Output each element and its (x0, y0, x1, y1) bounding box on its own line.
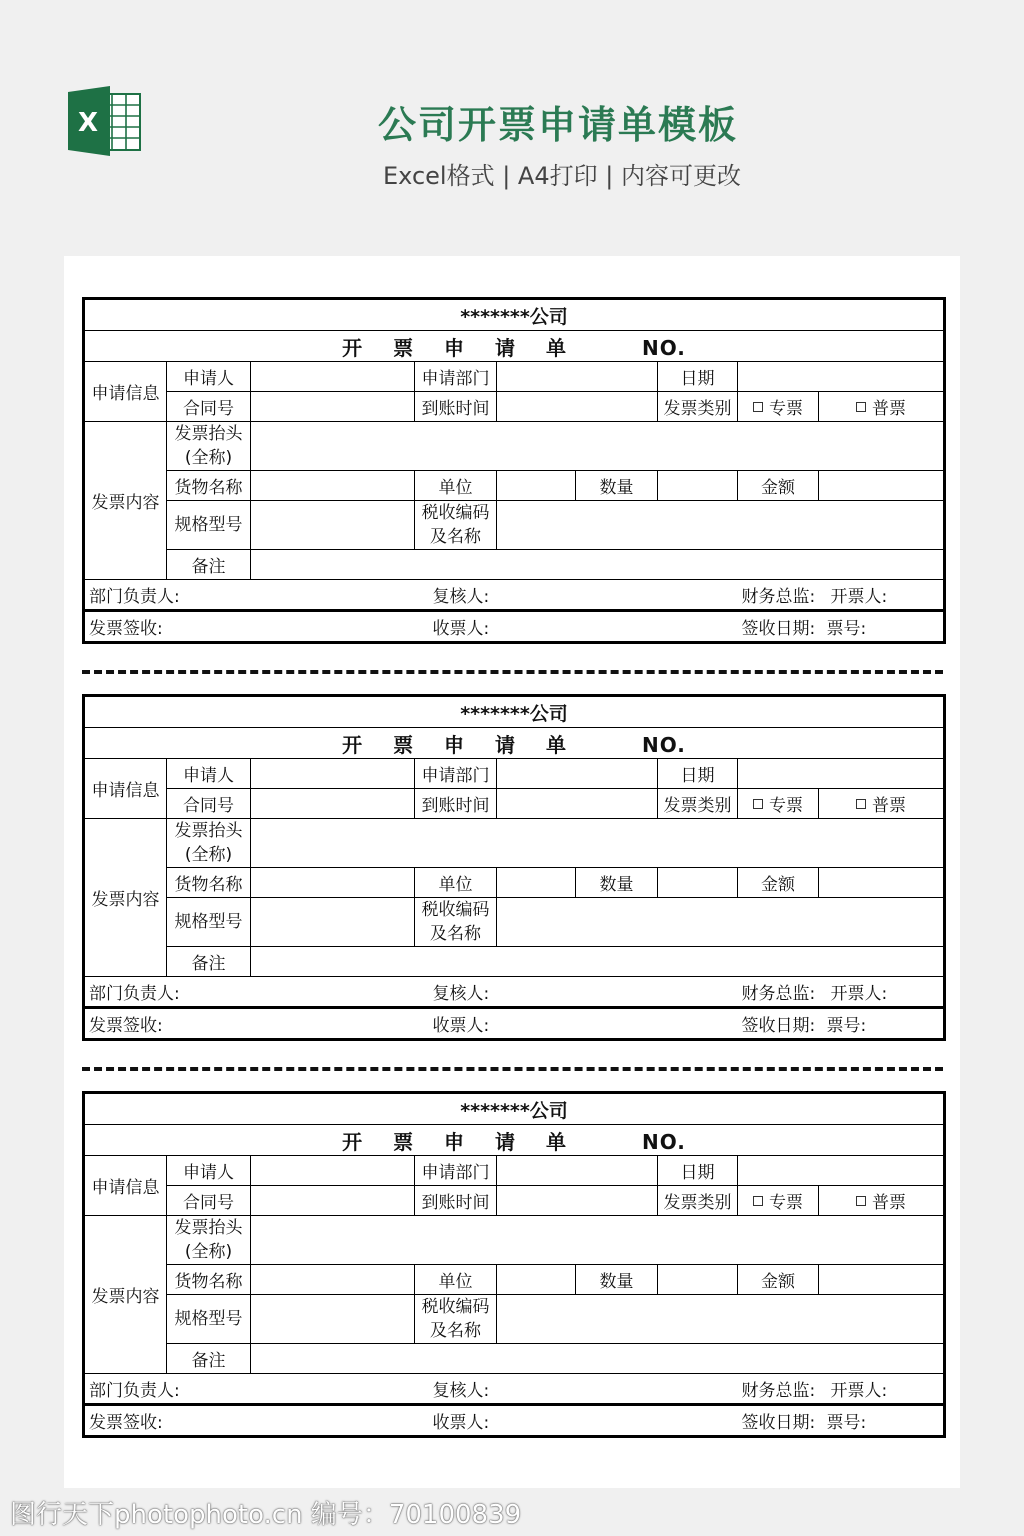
special-invoice-option[interactable] (738, 789, 819, 819)
page-subtitle: Excel格式 | A4打印 | 内容可更改 (383, 162, 741, 190)
tax-code-label (415, 1295, 497, 1344)
quantity-label: 数量 (576, 471, 658, 501)
quantity-field[interactable] (658, 1265, 738, 1295)
invoice-type-label: 发票类别 (658, 392, 738, 422)
unit-field[interactable] (497, 471, 576, 501)
page-header (0, 0, 1024, 230)
invoice-request-form (82, 297, 943, 644)
special-invoice-label: 专票 (769, 796, 803, 816)
invoice-sign-label: 发票签收: (84, 1405, 415, 1437)
form-title-text: 开 票 申 请 单 (342, 1129, 578, 1154)
form-number-label: NO. (641, 732, 686, 757)
date-label: 日期 (658, 759, 738, 789)
invoice-header-label (167, 1216, 251, 1265)
normal-invoice-option[interactable] (819, 392, 945, 422)
spec-model-field[interactable] (251, 501, 415, 550)
section-invoice-content: 发票内容 (84, 819, 167, 977)
apply-dept-field[interactable] (497, 759, 658, 789)
form-number-label: NO. (641, 335, 686, 360)
sign-date-label: 签收日期: (658, 1008, 819, 1040)
receiver-label: 收票人: (415, 1008, 658, 1040)
quantity-field[interactable] (658, 868, 738, 898)
tax-code-label (415, 898, 497, 947)
tax-code-label-line1: 税收编码 (421, 503, 490, 523)
company-name: *******公司 (84, 299, 945, 331)
unit-field[interactable] (497, 1265, 576, 1295)
issuer-label: 开票人: (819, 580, 945, 611)
section-invoice-content: 发票内容 (84, 422, 167, 580)
invoice-header-label-line1: 发票抬头 (174, 1218, 243, 1238)
apply-dept-field[interactable] (497, 1156, 658, 1186)
section-apply-info: 申请信息 (84, 362, 167, 422)
invoice-header-label (167, 819, 251, 868)
form-number-label: NO. (641, 1129, 686, 1154)
watermark: 图行天下photophoto.cn 编号：70100839 (10, 1500, 522, 1530)
arrival-time-field[interactable] (497, 1186, 658, 1216)
applicant-label: 申请人 (167, 759, 251, 789)
form-title (84, 331, 945, 362)
amount-label: 金额 (738, 1265, 819, 1295)
invoice-header-label-line2: (全称) (184, 845, 233, 865)
special-invoice-option[interactable] (738, 392, 819, 422)
date-label: 日期 (658, 362, 738, 392)
amount-field[interactable] (819, 868, 945, 898)
contract-no-label: 合同号 (167, 392, 251, 422)
remark-label: 备注 (167, 1344, 251, 1374)
page-title: 公司开票申请单模板 (377, 103, 738, 147)
invoice-header-label-line2: (全称) (184, 1242, 233, 1262)
invoice-form-table (82, 694, 946, 1041)
remark-label: 备注 (167, 947, 251, 977)
receiver-label: 收票人: (415, 611, 658, 643)
excel-logo-letter: X (77, 108, 99, 138)
spec-model-label: 规格型号 (167, 501, 251, 550)
invoice-request-form (82, 1091, 943, 1438)
goods-name-field[interactable] (251, 868, 415, 898)
remark-label: 备注 (167, 550, 251, 580)
form-title-text: 开 票 申 请 单 (342, 732, 578, 757)
arrival-time-field[interactable] (497, 789, 658, 819)
quantity-label: 数量 (576, 1265, 658, 1295)
goods-name-label: 货物名称 (167, 1265, 251, 1295)
goods-name-field[interactable] (251, 471, 415, 501)
section-apply-info: 申请信息 (84, 759, 167, 819)
invoice-form-table (82, 1091, 946, 1438)
goods-name-label: 货物名称 (167, 471, 251, 501)
dept-head-label: 部门负责人: (84, 580, 415, 611)
invoice-sign-label: 发票签收: (84, 611, 415, 643)
invoice-header-field[interactable] (251, 422, 945, 471)
arrival-time-label: 到账时间 (415, 1186, 497, 1216)
special-invoice-option[interactable] (738, 1186, 819, 1216)
contract-no-label: 合同号 (167, 1186, 251, 1216)
apply-dept-label: 申请部门 (415, 1156, 497, 1186)
normal-invoice-checkbox[interactable] (856, 1196, 866, 1206)
amount-field[interactable] (819, 1265, 945, 1295)
invoice-no-label: 票号: (819, 1008, 945, 1040)
sign-date-label: 签收日期: (658, 1405, 819, 1437)
special-invoice-checkbox[interactable] (753, 1196, 763, 1206)
applicant-field[interactable] (251, 759, 415, 789)
section-apply-info: 申请信息 (84, 1156, 167, 1216)
invoice-form-table (82, 297, 946, 644)
goods-name-field[interactable] (251, 1265, 415, 1295)
special-invoice-label: 专票 (769, 1193, 803, 1213)
normal-invoice-checkbox[interactable] (856, 402, 866, 412)
arrival-time-label: 到账时间 (415, 789, 497, 819)
finance-director-label: 财务总监: (658, 580, 819, 611)
amount-label: 金额 (738, 868, 819, 898)
apply-dept-label: 申请部门 (415, 759, 497, 789)
invoice-sign-label: 发票签收: (84, 1008, 415, 1040)
spec-model-field[interactable] (251, 1295, 415, 1344)
normal-invoice-label: 普票 (872, 399, 907, 419)
unit-label: 单位 (415, 868, 497, 898)
unit-label: 单位 (415, 1265, 497, 1295)
invoice-header-field[interactable] (251, 819, 945, 868)
invoice-type-label: 发票类别 (658, 1186, 738, 1216)
date-field[interactable] (738, 759, 945, 789)
invoice-type-label: 发票类别 (658, 789, 738, 819)
arrival-time-label: 到账时间 (415, 392, 497, 422)
contract-no-field[interactable] (251, 1186, 415, 1216)
form-title (84, 1125, 945, 1156)
tax-code-field[interactable] (497, 898, 945, 947)
cut-line-divider (82, 1067, 943, 1071)
amount-field[interactable] (819, 471, 945, 501)
finance-director-label: 财务总监: (658, 977, 819, 1008)
invoice-request-form (82, 694, 943, 1041)
tax-code-field[interactable] (497, 1295, 945, 1344)
applicant-field[interactable] (251, 1156, 415, 1186)
arrival-time-field[interactable] (497, 392, 658, 422)
tax-code-label-line2: 及名称 (430, 527, 481, 547)
spec-model-label: 规格型号 (167, 1295, 251, 1344)
invoice-no-label: 票号: (819, 611, 945, 643)
reviewer-label: 复核人: (415, 580, 658, 611)
remark-field[interactable] (251, 947, 945, 977)
special-invoice-checkbox[interactable] (753, 402, 763, 412)
tax-code-label (415, 501, 497, 550)
date-field[interactable] (738, 362, 945, 392)
apply-dept-field[interactable] (497, 362, 658, 392)
invoice-header-label (167, 422, 251, 471)
company-name: *******公司 (84, 1093, 945, 1125)
contract-no-label: 合同号 (167, 789, 251, 819)
normal-invoice-checkbox[interactable] (856, 799, 866, 809)
tax-code-label-line1: 税收编码 (421, 900, 490, 920)
date-label: 日期 (658, 1156, 738, 1186)
applicant-label: 申请人 (167, 362, 251, 392)
remark-field[interactable] (251, 1344, 945, 1374)
apply-dept-label: 申请部门 (415, 362, 497, 392)
sign-date-label: 签收日期: (658, 611, 819, 643)
finance-director-label: 财务总监: (658, 1374, 819, 1405)
company-name: *******公司 (84, 696, 945, 728)
normal-invoice-option[interactable] (819, 1186, 945, 1216)
dept-head-label: 部门负责人: (84, 1374, 415, 1405)
contract-no-field[interactable] (251, 392, 415, 422)
reviewer-label: 复核人: (415, 1374, 658, 1405)
invoice-header-label-line2: (全称) (184, 448, 233, 468)
special-invoice-checkbox[interactable] (753, 799, 763, 809)
tax-code-label-line1: 税收编码 (421, 1297, 490, 1317)
applicant-label: 申请人 (167, 1156, 251, 1186)
date-field[interactable] (738, 1156, 945, 1186)
unit-label: 单位 (415, 471, 497, 501)
goods-name-label: 货物名称 (167, 868, 251, 898)
form-title-text: 开 票 申 请 单 (342, 335, 578, 360)
cut-line-divider (82, 670, 943, 674)
dept-head-label: 部门负责人: (84, 977, 415, 1008)
invoice-header-label-line1: 发票抬头 (174, 821, 243, 841)
unit-field[interactable] (497, 868, 576, 898)
quantity-label: 数量 (576, 868, 658, 898)
tax-code-field[interactable] (497, 501, 945, 550)
spec-model-field[interactable] (251, 898, 415, 947)
special-invoice-label: 专票 (769, 399, 803, 419)
applicant-field[interactable] (251, 362, 415, 392)
receiver-label: 收票人: (415, 1405, 658, 1437)
invoice-header-field[interactable] (251, 1216, 945, 1265)
remark-field[interactable] (251, 550, 945, 580)
tax-code-label-line2: 及名称 (430, 1321, 481, 1341)
reviewer-label: 复核人: (415, 977, 658, 1008)
form-title (84, 728, 945, 759)
normal-invoice-label: 普票 (872, 1193, 907, 1213)
invoice-no-label: 票号: (819, 1405, 945, 1437)
issuer-label: 开票人: (819, 1374, 945, 1405)
quantity-field[interactable] (658, 471, 738, 501)
contract-no-field[interactable] (251, 789, 415, 819)
issuer-label: 开票人: (819, 977, 945, 1008)
spec-model-label: 规格型号 (167, 898, 251, 947)
tax-code-label-line2: 及名称 (430, 924, 481, 944)
amount-label: 金额 (738, 471, 819, 501)
invoice-header-label-line1: 发票抬头 (174, 424, 243, 444)
normal-invoice-label: 普票 (872, 796, 907, 816)
normal-invoice-option[interactable] (819, 789, 945, 819)
section-invoice-content: 发票内容 (84, 1216, 167, 1374)
